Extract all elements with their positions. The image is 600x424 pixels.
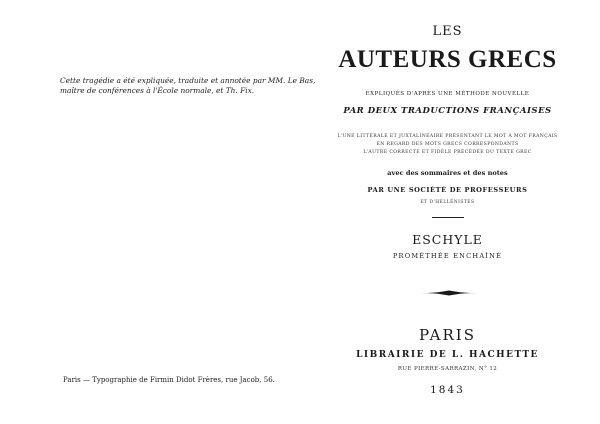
translator-note-line: Cette tragédie a été expliquée, traduite et annotée par MM. Le Bas, xyxy=(60,76,316,85)
divider-rule xyxy=(432,217,464,218)
translation-description-line: EN REGARD DES MOTS GRECS CORRESPONDANTS xyxy=(376,142,519,147)
series-subtitle: EXPLIQUÉS D'APRÈS UNE MÉTHODE NOUVELLE xyxy=(365,91,530,97)
ornament-rule-icon xyxy=(420,289,478,297)
series-article: LES xyxy=(432,24,463,39)
publisher-address: RUE PIERRE-SARRAZIN, N° 12 xyxy=(397,366,498,372)
publisher-name: LIBRAIRIE DE L. HACHETTE xyxy=(356,350,539,360)
translator-note xyxy=(60,76,316,96)
publication-year: 1843 xyxy=(430,384,465,396)
summaries-line: avec des sommaires et des notes xyxy=(387,169,508,177)
series-title: AUTEURS GRECS xyxy=(338,46,557,73)
work-title: PROMÉTHÉE ENCHAÎNÉ xyxy=(392,252,503,260)
author-name: ESCHYLE xyxy=(412,232,483,247)
translation-description-line: L'UNE LITTÉRALE ET JUXTALINÉAIRE PRÉSENTANT LE MOT À MOT FRANÇAIS xyxy=(337,134,558,139)
translations-heading: PAR DEUX TRADUCTIONS FRANÇAISES xyxy=(343,106,552,116)
title-page xyxy=(295,0,600,424)
printer-imprint: Paris — Typographie de Firmin Didot Frères, rue Jacob, 56. xyxy=(63,376,275,384)
translation-description-line: L'AUTRE CORRECTE ET FIDÈLE PRÉCÉDÉE DU TEXTE GREC xyxy=(363,150,532,155)
society-line: PAR UNE SOCIÉTÉ DE PROFESSEURS xyxy=(367,186,528,194)
translator-note-line: maître de conférences à l'École normale, et Th. Fix. xyxy=(60,86,255,95)
hellenists-line: ET D'HELLÉNISTES xyxy=(420,200,475,205)
publication-city: PARIS xyxy=(418,326,477,344)
